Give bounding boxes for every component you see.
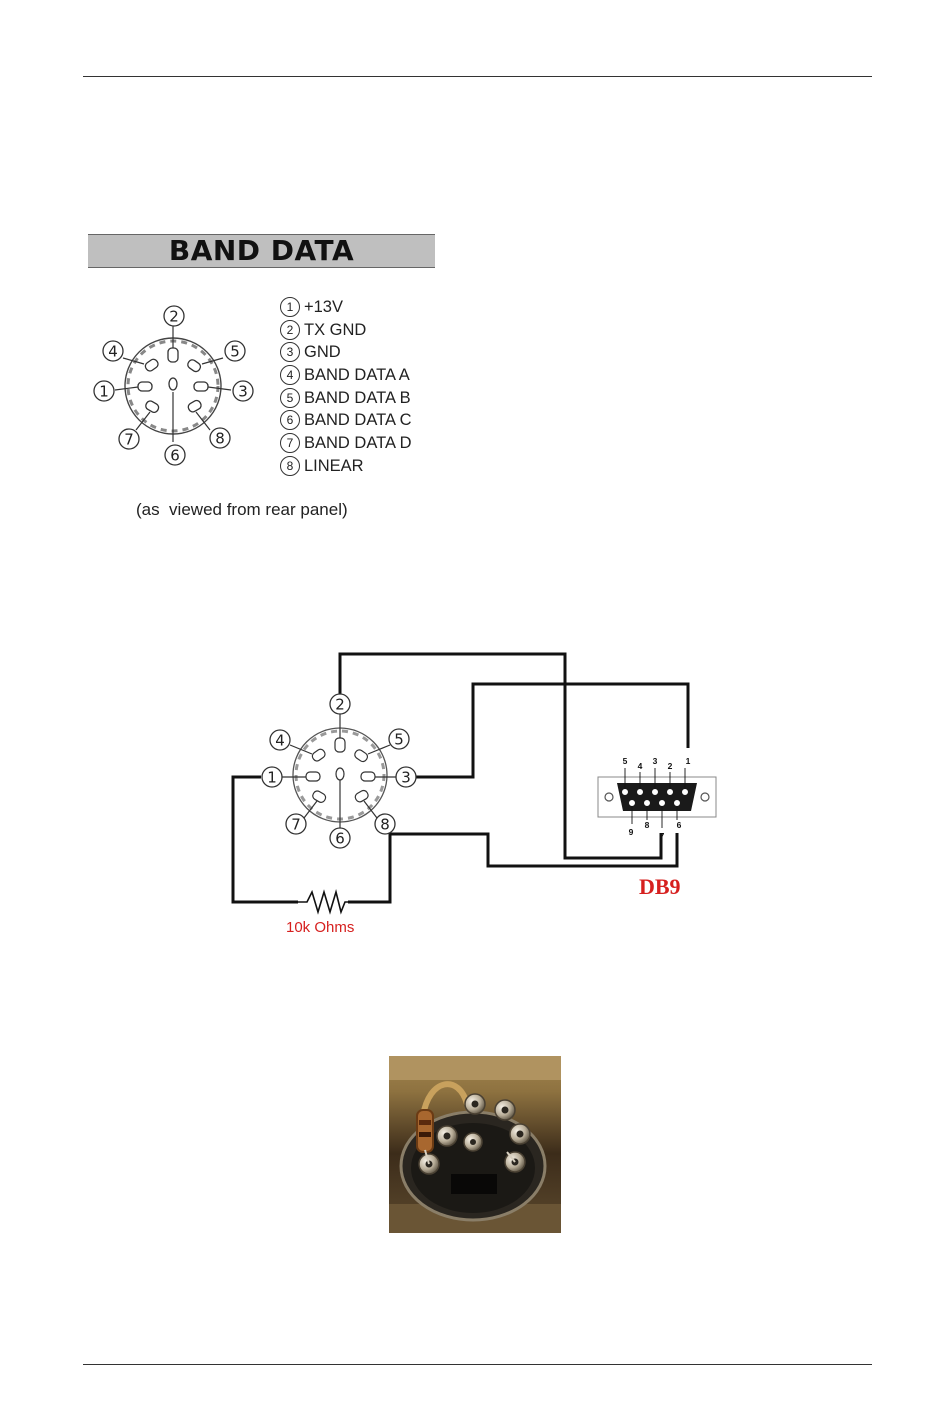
din-number-3: 3 <box>401 768 411 787</box>
din-number-5: 5 <box>394 730 404 749</box>
db9-connector <box>598 756 716 841</box>
din-number-4: 4 <box>275 731 285 750</box>
header-rule <box>83 76 872 77</box>
wiring-diagram <box>228 648 728 940</box>
pin-1 <box>138 382 152 391</box>
din-label-7 <box>286 814 306 834</box>
pin-2 <box>168 348 178 362</box>
pin-label: BAND DATA D <box>304 434 412 453</box>
din-label-1 <box>262 767 282 787</box>
pin-number: 4 <box>280 365 300 385</box>
db9-pin-number-7: 7 <box>659 831 665 841</box>
pin-legend-item <box>280 432 412 455</box>
db9-label: DB9 <box>639 874 681 899</box>
band-number-3: 3 <box>238 382 248 401</box>
pin-number: 7 <box>280 433 300 453</box>
din-number-2: 2 <box>335 695 345 714</box>
band-label-8 <box>210 428 230 448</box>
resistor-symbol <box>298 892 348 912</box>
band-label-3 <box>233 381 253 401</box>
din-label-3 <box>396 767 416 787</box>
band-number-1: 1 <box>99 382 109 401</box>
connector-photo-image <box>389 1056 561 1233</box>
pin-label: LINEAR <box>304 456 364 475</box>
pin-label: TX GND <box>304 320 367 339</box>
pin-label: BAND DATA B <box>304 388 411 407</box>
center-pin <box>169 378 177 390</box>
din-number-1: 1 <box>267 768 277 787</box>
band-data-figure <box>88 232 436 528</box>
pin-legend-item <box>280 296 412 319</box>
band-number-8: 8 <box>215 429 225 448</box>
pin-legend-item <box>280 364 412 387</box>
band-label-7 <box>119 429 139 449</box>
pin-number: 6 <box>280 410 300 430</box>
band-number-6: 6 <box>170 446 180 465</box>
pin-5 <box>186 358 202 373</box>
pin-4 <box>144 358 160 373</box>
pin-7 <box>144 400 160 414</box>
pin-label: BAND DATA A <box>304 366 410 385</box>
pin-legend-item <box>280 409 412 432</box>
band-label-2 <box>164 306 184 326</box>
din-label-2 <box>330 694 350 714</box>
band-number-5: 5 <box>230 342 240 361</box>
pin-label: BAND DATA C <box>304 411 412 430</box>
din-label-5 <box>389 729 409 749</box>
wire-pin3-to-db9-1 <box>416 684 688 777</box>
din-number-7: 7 <box>291 815 301 834</box>
db9-pin-number-2: 2 <box>667 761 673 771</box>
din-label-4 <box>270 730 290 750</box>
pin-number: 5 <box>280 388 300 408</box>
band-data-title: BAND DATA <box>88 234 435 268</box>
db9-pin-number-4: 4 <box>637 761 643 771</box>
band-label-6 <box>165 445 185 465</box>
wire-pin1-to-resistor <box>233 777 298 902</box>
db9-pin-number-3: 3 <box>652 756 658 766</box>
din-number-8: 8 <box>380 815 390 834</box>
wire-pin8-to-db9-6 <box>348 833 677 902</box>
db9-pin-number-5: 5 <box>622 756 628 766</box>
resistor-label: 10k Ohms <box>286 919 355 936</box>
pin-label: GND <box>304 343 341 362</box>
pin-number: 1 <box>280 297 300 317</box>
pin-legend-item <box>280 387 412 410</box>
band-label-1 <box>94 381 114 401</box>
pin-number: 8 <box>280 456 300 476</box>
band-data-caption: (as viewed from rear panel) <box>136 500 348 519</box>
pin-3 <box>194 382 208 391</box>
din-label-8 <box>375 814 395 834</box>
band-number-7: 7 <box>124 430 134 449</box>
pin-legend-item <box>280 319 412 342</box>
din-number-6: 6 <box>335 829 345 848</box>
pin-number: 2 <box>280 320 300 340</box>
db9-pin-number-1: 1 <box>685 756 691 766</box>
db9-pin-number-9: 9 <box>628 827 634 837</box>
band-number-4: 4 <box>108 342 118 361</box>
db9-pin-number-8: 8 <box>644 820 650 830</box>
pin-label: +13V <box>304 298 343 316</box>
footer-rule <box>83 1364 872 1365</box>
band-number-2: 2 <box>169 307 179 326</box>
pin-8 <box>187 399 203 413</box>
band-label-5 <box>225 341 245 361</box>
pin-legend <box>280 296 412 478</box>
din-label-6 <box>330 828 350 848</box>
pin-legend-item <box>280 341 412 364</box>
band-label-4 <box>103 341 123 361</box>
connector-photo <box>389 1056 561 1233</box>
db9-pin-number-6: 6 <box>676 820 682 830</box>
pin-number: 3 <box>280 342 300 362</box>
pin-legend-item <box>280 455 412 478</box>
